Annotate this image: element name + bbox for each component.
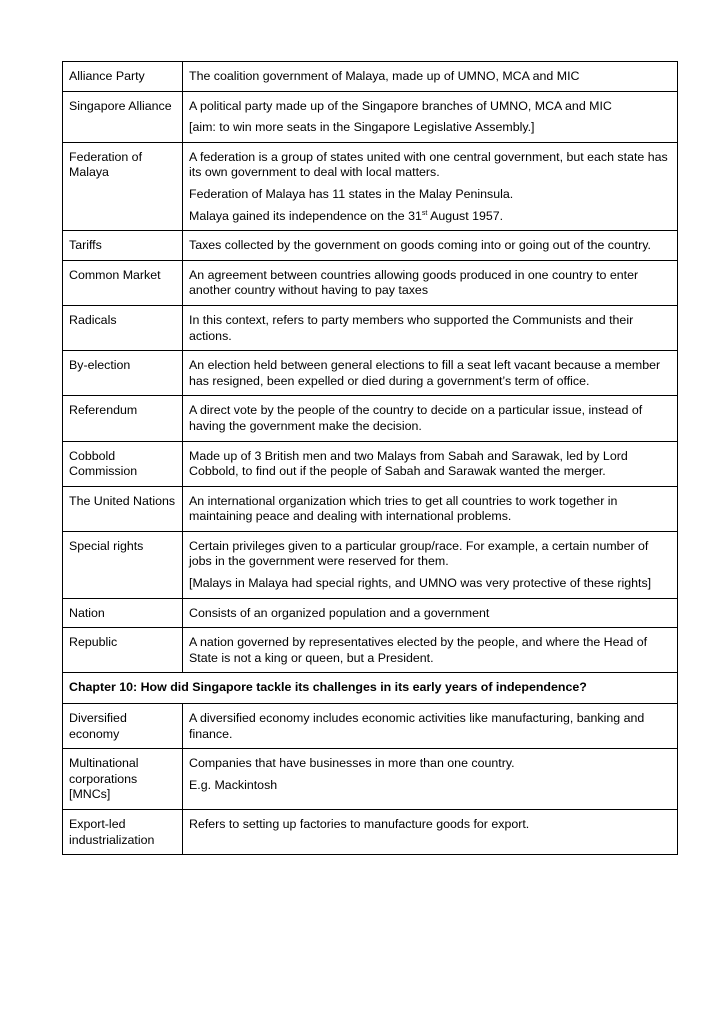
definition-cell: An international organization which tries to get all countries to work together in maintaining peace and dealing with international problems. [183,486,678,531]
term-cell: Special rights [63,531,183,598]
definition-cell: A federation is a group of states united with one central government, but each state has its own government to deal with local matters. Federation of Malaya has 11 states in the Malay Peninsula. Malaya gained its independence on the 31st August 1957. [183,142,678,230]
definition-cell: A nation governed by representatives elected by the people, and where the Head of State is not a king or queen, but a President. [183,628,678,673]
definition-cell: Certain privileges given to a particular group/race. For example, a certain number of jobs in the government were reserved for them. [Malays in Malaya had special rights, and UMNO was very protective of these rights] [183,531,678,598]
table-row [63,351,678,396]
independence-line: Malaya gained its independence on the 31st August 1957. [189,208,504,223]
term-cell: Radicals [63,305,183,350]
term-cell: Export-led industrialization [63,810,183,855]
table-row [63,142,678,230]
table-row [63,62,678,92]
definition-cell: The coalition government of Malaya, made up of UMNO, MCA and MIC [183,62,678,92]
table-row [63,260,678,305]
term-cell: The United Nations [63,486,183,531]
table-row [63,231,678,261]
table-row [63,749,678,810]
term-cell: Alliance Party [63,62,183,92]
term-cell: Multinational corporations [MNCs] [63,749,183,810]
definition-cell: In this context, refers to party members who supported the Communists and their actions. [183,305,678,350]
table-row [63,441,678,486]
term-cell: Federation of Malaya [63,142,183,230]
term-cell: Nation [63,598,183,628]
chapter-row [63,673,678,704]
term-cell: By-election [63,351,183,396]
definition-cell: A diversified economy includes economic activities like manufacturing, banking and finance. [183,704,678,749]
definition-cell: An agreement between countries allowing goods produced in one country to enter another country without having to pay taxes [183,260,678,305]
definition-cell: A direct vote by the people of the country to decide on a particular issue, instead of having the government make the decision. [183,396,678,441]
term-cell: Tariffs [63,231,183,261]
table-row [63,628,678,673]
definition-cell: Made up of 3 British men and two Malays from Sabah and Sarawak, led by Lord Cobbold, to find out if the people of Sabah and Sarawak wanted the merger. [183,441,678,486]
term-cell: Diversified economy [63,704,183,749]
table-row [63,91,678,142]
table-row [63,486,678,531]
glossary-table [62,61,678,855]
table-row [63,704,678,749]
chapter-heading: Chapter 10: How did Singapore tackle its challenges in its early years of independence? [63,673,678,704]
glossary-page [62,61,678,855]
definition-cell: Taxes collected by the government on goods coming into or going out of the country. [183,231,678,261]
table-row [63,598,678,628]
definition-cell: An election held between general elections to fill a seat left vacant because a member has resigned, been expelled or died during a government’s term of office. [183,351,678,396]
term-cell: Referendum [63,396,183,441]
definition-cell: Consists of an organized population and a government [183,598,678,628]
table-row [63,396,678,441]
definition-cell: A political party made up of the Singapore branches of UMNO, MCA and MIC [aim: to win more seats in the Singapore Legislative Assembly.] [183,91,678,142]
term-cell: Common Market [63,260,183,305]
table-row [63,305,678,350]
definition-cell: Refers to setting up factories to manufacture goods for export. [183,810,678,855]
table-row [63,531,678,598]
term-cell: Republic [63,628,183,673]
term-cell: Singapore Alliance [63,91,183,142]
definition-cell: Companies that have businesses in more than one country. E.g. Mackintosh [183,749,678,810]
term-cell: Cobbold Commission [63,441,183,486]
table-row [63,810,678,855]
